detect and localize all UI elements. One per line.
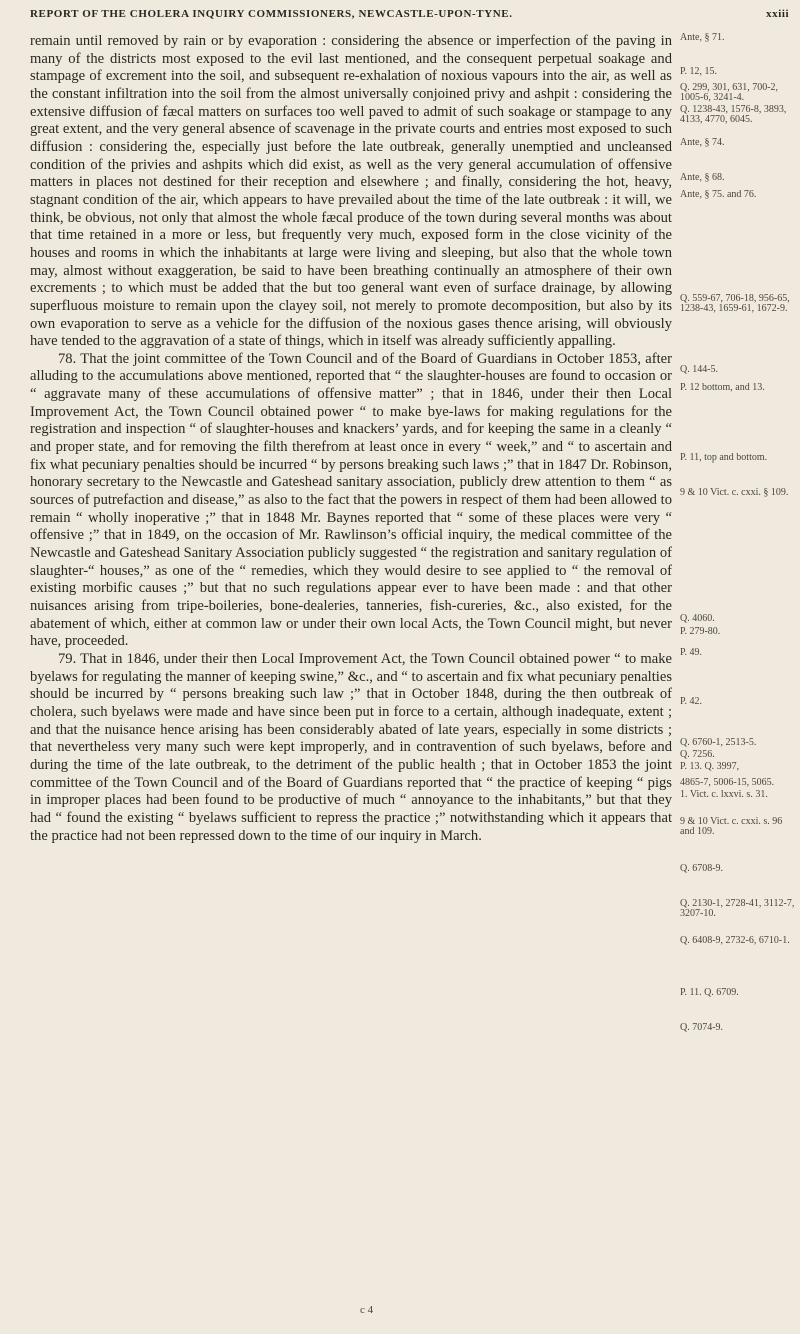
main-text <box>30 33 672 845</box>
margin-note: Ante, § 75. and 76. <box>680 189 757 200</box>
margin-note: Q. 144-5. <box>680 364 719 375</box>
paragraph-78: 78. That the joint committee of the Town Council and of the Board of Guardians in October 1853, after alluding to the accumulations above mentioned, reported that “ the slaughter-houses are found to occasion or “ aggravate many of these accumulations of offensive matter” ; that in 1846, under their then Local Improvement Act, the Town Council obtained power “ to make bye-laws for making regulations for the registration and inspection “ of slaughter-houses and knackers’ yards, and for keeping the same in a cleanly “ and proper state, and for removing the filth therefrom at least once in every “ week,” and “ to ascertain and fix what pecuniary penalties should be incurred “ by persons breaking such laws ;” that in 1847 Dr. Robinson, honorary secretary to the Newcastle and Gateshead sanitary association, publicly drew attention to them “ as sources of putrefaction and disease,” as also to the fact that the powers in respect of them had been allowed to remain “ wholly inoperative ;” that in 1848 Mr. Baynes reported that “ some of these places were very “ offensive ;” that in 1849, on the occasion of Mr. Rawlinson’s official inquiry, the medical committee of the Newcastle and Gateshead Sanitary Association publicly suggested “ the registration and sanitary regulation of slaughter-“ houses,” as one of the “ remedies, which they would desire to see applied to “ the removal of existing morbific causes ;” but that no such regulations appear ever to have been made : and that other nuisances arising from tripe-boileries, bone-dealeries, tanneries, fish-cureries, &c., also existed, for the abatement of which, either at common law or under their own local Acts, the Town Council might, but never have, proceeded. <box>30 350 672 650</box>
margin-note: P. 49. <box>680 647 702 658</box>
margin-note: P. 13. Q. 3997, <box>680 761 740 772</box>
paragraph-continued: remain until removed by rain or by evaporation : considering the absence or imperfection of the paving in many of the districts most exposed to the evil last mentioned, and the consequent perpetual soakage and stampage of excrement into the soil, and subsequent re-exhalation of noxious vapours into the air, as well as the constant infiltration into the soil from the almost universally conjoined privy and ashpit : considering the extensive diffusion of fæcal matters on surfaces too well paved to admit of such soakage or stampage to any great extent, and the very general absence of scavenage in the private courts and entries most exposed to such diffusion : considering the, especially just before the late outbreak, generally unemptied and uncleansed condition of the privies and ashpits which did exist, as well as the very general accumulation of offensive matters in places not destined for their reception and elsewhere ; and finally, considering the hot, heavy, stagnant condition of the air, which appears to have prevailed about the time of the late outbreak : it will, we think, be obvious, not only that almost the whole fæcal produce of the town during several months was about that time retained in a more or less, but frequently very much, exposed form in the close vicinity of the houses and rooms in which the inhabitants at large were living and sleeping, but also that the whole town may, almost without exaggeration, be said to have been breathing continually an atmosphere of their own excrements ; to which must be added that the but too general want even of surface drainage, by allowing superfluous moisture to remain upon the clayey soil, not merely to promote decomposition, but also by its own evaporation to serve as a vehicle for the diffusion of the noxious gases thence arising, will obviously have tended to the aggravation of a state of things, which in itself was already sufficiently appalling. <box>30 33 672 350</box>
margin-note: Q. 7074-9. <box>680 1022 724 1033</box>
margin-note: 9 & 10 Vict. c. cxxi. § 109. <box>680 487 789 498</box>
paragraph-79: 79. That in 1846, under their then Local Improvement Act, the Town Council obtained power “ to make byelaws for regulating the manner of keeping swine,” &c., and “ to ascertain and fix what pecuniary penalties should be incurred by “ persons breaking such law ;” that in October 1848, during the then outbreak of cholera, such byelaws were made and have since been put in force to a certain, although inadequate, extent ; and that the nuisance hence arising has been considerably abated of late years, especially in some districts ; that nevertheless very many such were kept improperly, and in contravention of such byelaws, before and during the time of the late outbreak, to the detriment of the public health ; that in October 1853 the joint committee of the Town Council and of the Board of Guardians reported that “ the practice of keeping “ pigs in improper places had been found to be productive of much “ annoyance to the inhabitants,” but that they had “ found the existing “ byelaws sufficient to repress the practice ;” notwithstanding which it appears that the practice had not been repressed down to the time of our inquiry in March. <box>30 650 672 844</box>
margin-note: Q. 7256. <box>680 749 715 760</box>
margin-note: P. 11, top and bottom. <box>680 452 768 463</box>
margin-note: Q. 6708-9. <box>680 863 724 874</box>
margin-note: Q. 299, 301, 631, 700-2, 1005-6, 3241-4. <box>680 82 779 104</box>
margin-note: Q. 6408-9, 2732-6, 6710-1. <box>680 935 790 946</box>
margin-note: P. 11. Q. 6709. <box>680 987 739 998</box>
margin-note: P. 12 bottom, and 13. <box>680 382 765 393</box>
margin-note: Q. 6760-1, 2513-5. <box>680 737 757 748</box>
margin-note: 1. Vict. c. lxxvi. s. 31. <box>680 789 768 800</box>
header-title: REPORT OF THE CHOLERA INQUIRY COMMISSIONERS, NEWCASTLE-UPON-TYNE. <box>30 8 513 20</box>
margin-note: P. 42. <box>680 696 702 707</box>
margin-note: Q. 1238-43, 1576-8, 3893, 4133, 4770, 6045. <box>680 104 787 126</box>
page-number: xxiii <box>766 8 790 20</box>
margin-note: Ante, § 68. <box>680 172 725 183</box>
margin-note: Q. 4060. <box>680 613 715 624</box>
signature-mark: c 4 <box>360 1304 374 1316</box>
margin-note: P. 279-80. <box>680 626 721 637</box>
margin-note: Ante, § 74. <box>680 137 725 148</box>
margin-note: Q. 2130-1, 2728-41, 3112-7, 3207-10. <box>680 898 795 920</box>
margin-note: 9 & 10 Vict. c. cxxi. s. 96 and 109. <box>680 816 783 838</box>
margin-note: Q. 559-67, 706-18, 956-65, 1238-43, 1659-61, 1672-9. <box>680 293 790 315</box>
margin-note: P. 12, 15. <box>680 66 717 77</box>
margin-note: Ante, § 71. <box>680 32 725 43</box>
margin-note: 4865-7, 5006-15, 5065. <box>680 777 775 788</box>
running-header <box>30 8 790 20</box>
